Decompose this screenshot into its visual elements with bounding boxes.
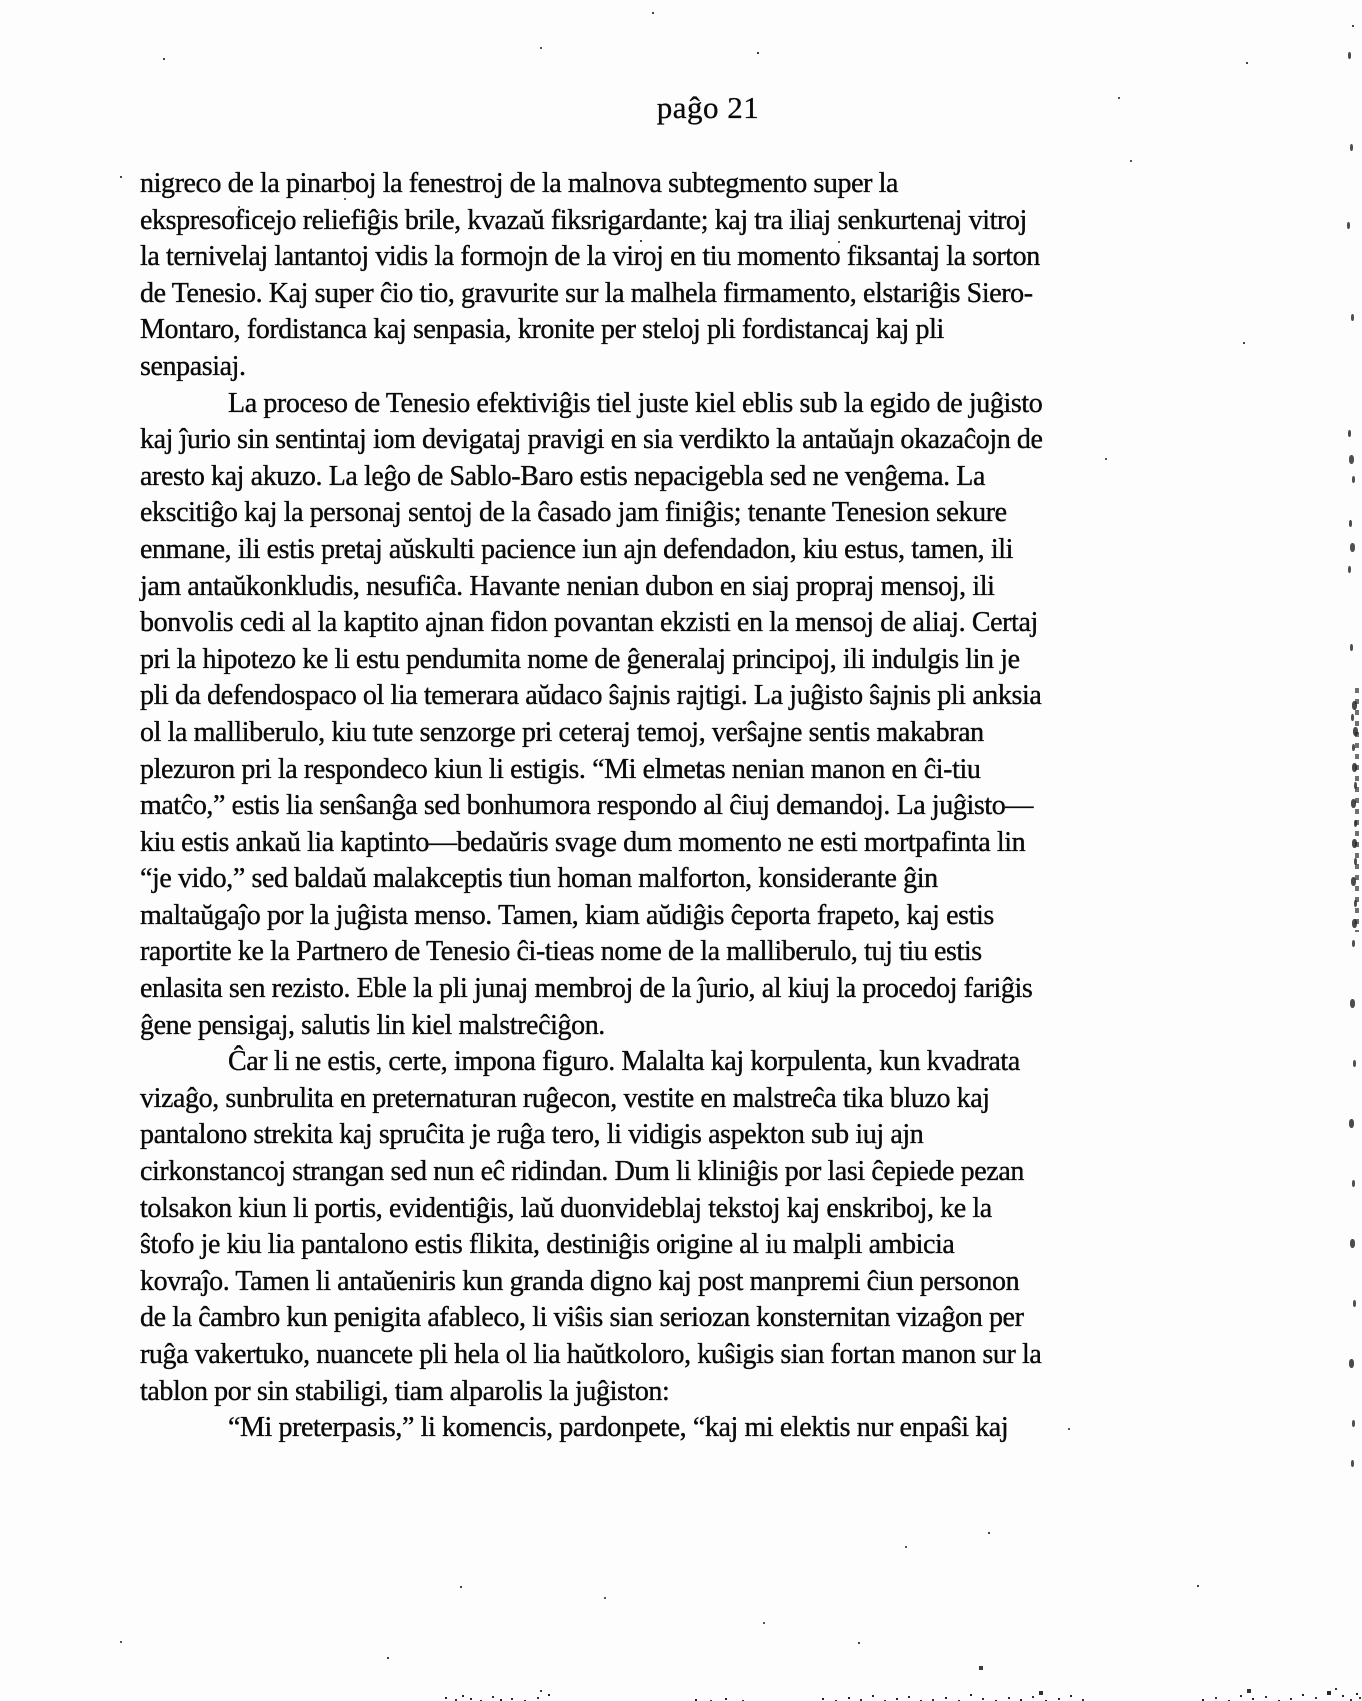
page-number-heading: paĝo 21: [656, 90, 760, 125]
text-line: pli da defendospaco ol lia temerara aŭdaco ŝajnis rajtigi. La juĝisto ŝajnis pli anksia: [140, 680, 1042, 712]
text-line: enmane, ili estis pretaj aŭskulti pacience iun ajn defendadon, kiu estus, tamen, ili: [140, 533, 1014, 565]
text-line: ol la malliberulo, kiu tute senzorge pri ceteraj temoj, verŝajne sentis makabran: [140, 716, 984, 748]
text-line: de Tenesio. Kaj super ĉio tio, gravurite sur la malhela firmamento, elstariĝis Siero-: [140, 277, 1033, 309]
text-line: senpasiaj.: [140, 350, 246, 382]
text-line: aresto kaj akuzo. La leĝo de Sablo-Baro estis nepacigebla sed ne venĝema. La: [140, 460, 986, 492]
text-line: ruĝa vakertuko, nuancete pli hela ol lia haŭtkoloro, kuŝigis sian fortan manon sur la: [140, 1339, 1042, 1370]
text-line: la ternivelaj lantantoj vidis la formojn de la viroj en tiu momento fiksantaj la sorton: [140, 241, 1040, 273]
text-line: tolsakon kiun li portis, evidentiĝis, laŭ duonvideblaj tekstoj kaj enskriboj, ke la: [140, 1192, 992, 1224]
text-line: kaj ĵurio sin sentintaj iom devigataj pravigi en sia verdikto la antaŭajn okazaĉojn de: [140, 424, 1043, 456]
text-line: kiu estis ankaŭ lia kaptinto—bedaŭris svage dum momento ne esti mortpafinta lin: [140, 826, 1026, 858]
text-line: pantalono strekita kaj spruĉita je ruĝa tero, li vidigis aspekton sub iuj ajn: [140, 1119, 924, 1151]
text-line: raportite ke la Partnero de Tenesio ĉi-tieas nome de la malliberulo, tuj tiu estis: [140, 936, 982, 968]
text-line: matĉo,” estis lia senŝanĝa sed bonhumora respondo al ĉiuj demandoj. La juĝisto—: [140, 790, 1033, 822]
text-line: nigreco de la pinarboj la fenestroj de la malnova subtegmento super la: [140, 168, 899, 199]
text-line: “je vido,” sed baldaŭ malakceptis tiun homan malforton, konsiderante ĝin: [140, 863, 938, 895]
text-line: tablon por sin stabiligi, tiam alparolis la juĝiston:: [140, 1375, 670, 1407]
text-line: jam antaŭkonkludis, nesufiĉa. Havante nenian dubon en siaj propraj mensoj, ili: [140, 570, 995, 602]
text-line: bonvolis cedi al la kaptito ajnan fidon povantan ekzisti en la mensoj de aliaj. Certaj: [140, 607, 1038, 639]
text-line: vizaĝo, sunbrulita en preternaturan ruĝecon, vestite en malstreĉa tika bluzo kaj: [140, 1082, 990, 1114]
text-line: kovraĵo. Tamen li antaŭeniris kun granda digno kaj post manpremi ĉiun personon: [140, 1265, 1020, 1297]
text-line: maltaŭgaĵo por la juĝista menso. Tamen, kiam aŭdiĝis ĉeporta frapeto, kaj estis: [140, 899, 994, 931]
text-line: “Mi preterpasis,” li komencis, pardonpete, “kaj mi elektis nur enpaŝi kaj: [228, 1412, 1009, 1444]
text-line: pri la hipotezo ke li estu pendumita nome de ĝeneralaj principoj, ili indulgis lin je: [140, 643, 1020, 675]
text-line: ekscitiĝo kaj la personaj sentoj de la ĉasado jam finiĝis; tenante Tenesion sekure: [140, 497, 1007, 529]
text-line: plezuron pri la respondeco kiun li estigis. “Mi elmetas nenian manon en ĉi-tiu: [140, 753, 981, 785]
text-line: ĝene pensigaj, salutis lin kiel malstreĉiĝon.: [140, 1009, 605, 1041]
text-line: Ĉar li ne estis, certe, impona figuro. Malalta kaj korpulenta, kun kvadrata: [228, 1046, 1020, 1078]
text-block: [140, 166, 1215, 1447]
text-line: ŝtofo je kiu lia pantalono estis flikita, destiniĝis origine al iu malpli ambicia: [140, 1229, 955, 1261]
text-line: de la ĉambro kun penigita afableco, li viŝis sian seriozan konsternitan vizaĝon per: [140, 1302, 1024, 1334]
text-line: ekspresoficejo reliefiĝis brile, kvazaŭ fiksrigardante; kaj tra iliaj senkurtenaj vitroj: [140, 204, 1027, 236]
scan-noise-right-edge: [1348, 52, 1351, 59]
text-line: La proceso de Tenesio efektiviĝis tiel juste kiel eblis sub la egido de juĝisto: [228, 387, 1043, 419]
scan-streak-right-edge: [1355, 688, 1359, 932]
text-line: Montaro, fordistanca kaj senpasia, kronite per steloj pli fordistancaj kaj pli: [140, 314, 944, 346]
text-line: cirkonstancoj strangan sed nun eĉ ridindan. Dum li kliniĝis por lasi ĉepiede pezan: [140, 1156, 1024, 1188]
scan-specks: [0, 0, 2, 2]
text-line: enlasita sen rezisto. Eble la pli junaj membroj de la ĵurio, al kiuj la procedoj fariĝis: [140, 973, 1033, 1005]
